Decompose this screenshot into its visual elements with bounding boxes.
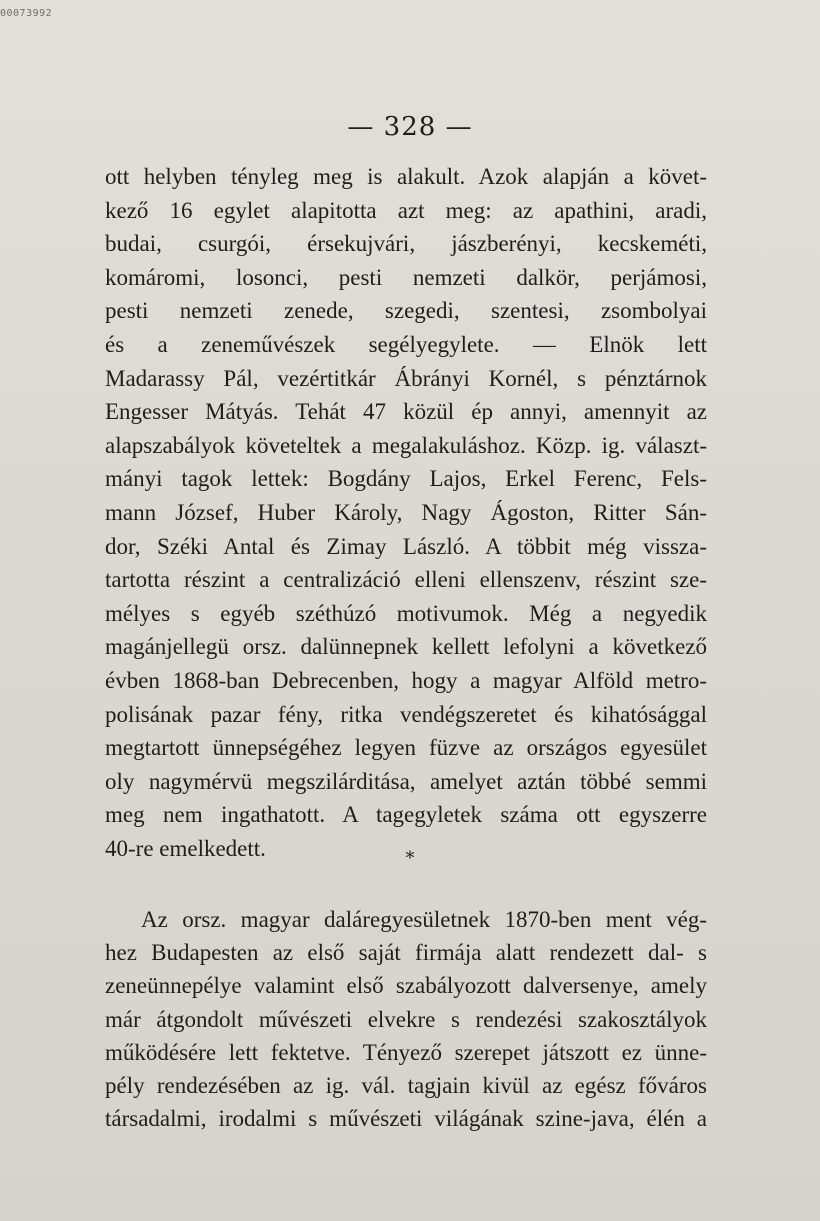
text-line: már átgondolt művészeti elvekre s rendezési szakosztályok: [105, 1006, 707, 1032]
text-line: meg nem ingathatott. A tagegyletek száma ott egyszerre: [105, 802, 707, 828]
text-line: Madarassy Pál, vezértitkár Ábrányi Kornél, s pénztárnok: [105, 365, 707, 391]
text-line: budai, csurgói, érsekujvári, jászberényi, kecskeméti,: [105, 231, 707, 257]
text-line: 40-re emelkedett.: [105, 835, 266, 861]
paragraph-1: [105, 160, 707, 865]
text-line: kező 16 egylet alapitotta azt meg: az apathini, aradi,: [105, 197, 707, 223]
text-line: alapszabályok követeltek a megalakuláshoz. Közp. ig. választ-: [105, 432, 707, 458]
text-line: dor, Széki Antal és Zimay László. A többit még vissza-: [105, 533, 707, 559]
text-line: mélyes s egyéb széthúzó motivumok. Még a negyedik: [105, 600, 707, 626]
text-line: mann József, Huber Károly, Nagy Ágoston, Ritter Sán-: [105, 499, 707, 525]
text-line: megtartott ünnepségéhez legyen füzve az országos egyesület: [105, 735, 707, 761]
text-line: Az orsz. magyar daláregyesületnek 1870-ben ment vég-: [141, 907, 707, 932]
text-line: oly nagymérvü megszilárditása, amelyet aztán többé semmi: [105, 768, 707, 794]
text-line: ott helyben tényleg meg is alakult. Azok alapján a követ-: [105, 164, 707, 189]
text-line: zeneünnepélye valamint első szabályozott dalversenye, amely: [105, 973, 707, 999]
text-line: pély rendezésében az ig. vál. tagjain kivül az egész főváros: [105, 1072, 707, 1098]
page-number: — 328 —: [347, 112, 473, 142]
text-line: tartotta részint a centralizáció elleni ellenszenv, részint sze-: [105, 567, 707, 593]
text-line: hez Budapesten az első saját firmája alatt rendezett dal- s: [105, 940, 707, 966]
scan-id: 00073992: [0, 8, 53, 19]
text-line: Engesser Mátyás. Tehát 47 közül ép annyi, amennyit az: [105, 399, 707, 425]
text-line: működésére lett fektetve. Tényező szerepet játszott ez ünne-: [105, 1039, 707, 1065]
text-line: polisának pazar fény, ritka vendégszeretet és kihatósággal: [105, 701, 707, 727]
text-line: évben 1868-ban Debrecenben, hogy a magyar Alföld metro-: [105, 667, 707, 693]
section-asterism: *: [405, 848, 415, 869]
paragraph-2: [105, 903, 707, 1135]
text-line: komáromi, losonci, pesti nemzeti dalkör, perjámosi,: [105, 264, 707, 290]
text-line: magánjellegü orsz. dalünnepnek kellett lefolyni a következő: [105, 634, 707, 660]
text-line: és a zeneművészek segélyegylete. — Elnök lett: [105, 331, 707, 357]
text-line: mányi tagok lettek: Bogdány Lajos, Erkel Ferenc, Fels-: [105, 466, 707, 492]
text-line: társadalmi, irodalmi s művészeti világának szine-java, élén a: [105, 1106, 707, 1132]
text-line: pesti nemzeti zenede, szegedi, szentesi, zsombolyai: [105, 298, 707, 324]
